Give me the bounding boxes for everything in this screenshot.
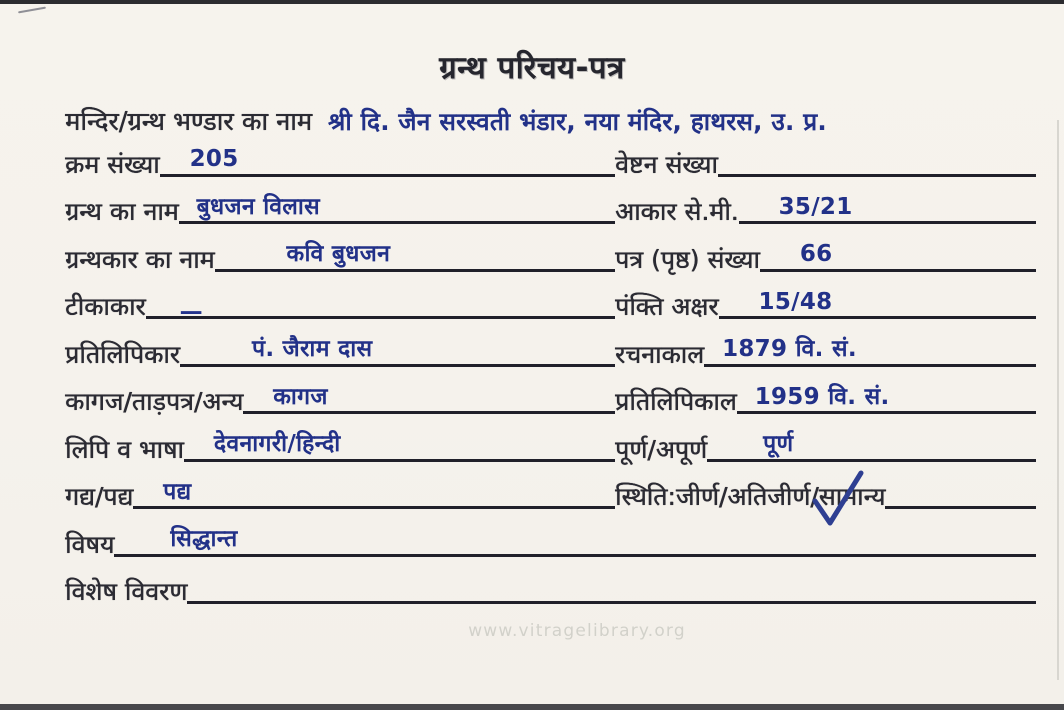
watermark-text: www.vitragelibrary.org — [468, 621, 686, 641]
field-value: देवनागरी/हिन्दी — [213, 431, 341, 458]
checked-option-label: सामान्य — [818, 482, 886, 512]
field-rule-line — [718, 174, 1036, 177]
form-rows — [65, 132, 1036, 607]
field-label: विशेष विवरण — [65, 577, 188, 607]
field-label: विषय — [65, 529, 115, 559]
field-value: 205 — [189, 146, 239, 173]
field-label: गद्य/पद्य — [65, 482, 134, 512]
field-value: 66 — [799, 241, 833, 268]
field-value: 1879 वि. सं. — [722, 336, 857, 363]
field-row — [65, 465, 615, 513]
field-row — [65, 227, 615, 275]
field-rule-line — [187, 601, 1036, 604]
field-rule-line — [133, 480, 615, 509]
field-rule-line — [243, 385, 615, 414]
checked-option — [819, 483, 886, 512]
field-row — [615, 465, 1036, 513]
field-row — [65, 560, 1036, 608]
field-row — [65, 275, 615, 323]
field-row — [615, 417, 1036, 465]
field-label: टीकाकार — [65, 292, 146, 322]
field-label: ग्रन्थकार का नाम — [65, 244, 215, 274]
field-row — [615, 322, 1036, 370]
field-row — [615, 132, 1036, 180]
scan-edge-right — [1057, 120, 1059, 680]
scan-scratch-mark — [18, 7, 46, 14]
field-rule-line — [760, 242, 1036, 271]
field-rule-line — [114, 527, 1036, 556]
field-label: वेष्टन संख्या — [615, 149, 718, 179]
field-label: पंक्ति अक्षर — [615, 292, 719, 322]
field-label: स्थिति:जीर्ण/अतिजीर्ण/ — [615, 482, 819, 512]
field-label: पत्र (पृष्ठ) संख्या — [615, 244, 760, 274]
field-value: पद्य — [163, 478, 192, 505]
field-rule-line — [184, 432, 615, 461]
field-row — [615, 227, 1036, 275]
field-value: 15/48 — [758, 288, 833, 315]
bhandar-name-label: मन्दिर/ग्रन्थ भण्डार का नाम — [65, 107, 313, 137]
field-value: — — [179, 298, 203, 325]
field-row — [65, 180, 615, 228]
field-rule-line — [885, 506, 1036, 509]
field-value: बुधजन विलास — [196, 193, 320, 220]
field-label: आकार से.मी. — [615, 197, 739, 227]
field-rule-line — [704, 337, 1036, 366]
field-value: कागज — [273, 383, 328, 410]
field-rule-line — [719, 290, 1036, 319]
field-value: कवि बुधजन — [286, 241, 391, 268]
field-value: सिद्धान्त — [170, 526, 238, 553]
field-rule-line — [160, 147, 615, 176]
field-rule-line — [707, 432, 1036, 461]
field-row — [65, 322, 615, 370]
field-row — [65, 417, 615, 465]
field-row — [615, 180, 1036, 228]
scan-edge-bottom — [0, 704, 1064, 710]
field-row — [65, 512, 1036, 560]
field-value: 1959 वि. सं. — [754, 383, 890, 410]
field-row — [615, 275, 1036, 323]
field-label: कागज/ताड़पत्र/अन्य — [65, 387, 244, 417]
field-rule-line — [180, 337, 615, 366]
field-rule-line — [737, 385, 1036, 414]
field-rule-line — [179, 195, 615, 224]
field-label: पूर्ण/अपूर्ण — [615, 434, 708, 464]
field-row — [65, 370, 615, 418]
field-label: क्रम संख्या — [65, 149, 160, 179]
field-rule-line — [739, 195, 1036, 224]
field-value: पं. जैराम दास — [251, 336, 373, 363]
field-row — [615, 370, 1036, 418]
scan-edge-top — [0, 0, 1064, 4]
field-rule-line — [215, 242, 615, 271]
field-label: ग्रन्थ का नाम — [65, 197, 179, 227]
field-row — [65, 132, 615, 180]
field-value: 35/21 — [778, 193, 853, 220]
field-label: लिपि व भाषा — [65, 434, 184, 464]
field-label: प्रतिलिपिकाल — [615, 387, 737, 417]
field-rule-line — [146, 290, 615, 325]
field-label: प्रतिलिपिकार — [65, 339, 180, 369]
card-title: ग्रन्थ परिचय-पत्र — [439, 50, 625, 86]
field-value: पूर्ण — [763, 431, 794, 458]
bhandar-name-value: श्री दि. जैन सरस्वती भंडार, नया मंदिर, हाथरस, उ. प्र. — [328, 107, 827, 136]
field-label: रचनाकाल — [615, 339, 705, 369]
